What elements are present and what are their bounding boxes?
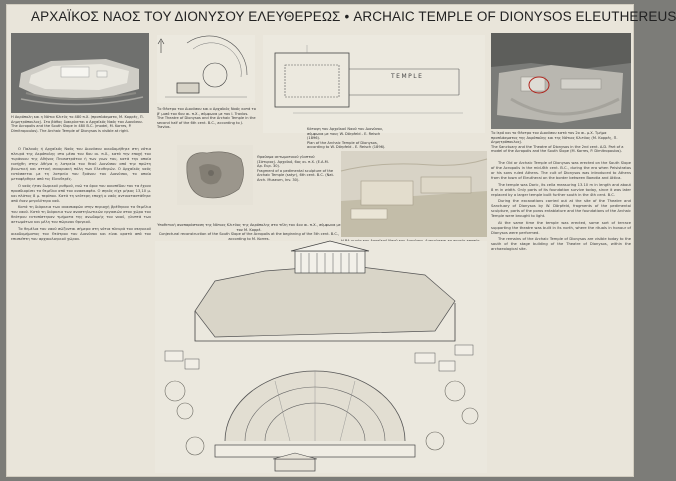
greek-paragraph: Κατά τη διάρκεια των ανασκαφών στην περιοχή βρέθηκαν τα θεμέλια του ναού. Κατά τη διάρκεια των αναστηλωτικών εργασιών στον χώρο του θεάτρου εντοπίστηκαν τμήματα της ανωδομής του ναού, γλυπτά των αετωμάτων και μέλη του πώρινου θριγκού. bbox=[11, 205, 151, 225]
recon-caption-gr: Υποθετική αναπαράσταση της Νότιας Κλιτύος της Ακρόπολης στα τέλη του 4ου αι. π.Χ., σύμφωνα με τον Μ. Κορρέ. bbox=[157, 223, 341, 232]
recon-caption-en: Conjectural reconstruction of the South Slope of the Acropolis at the beginning of the 5th cent. B.C., according to M. Korres. bbox=[158, 232, 340, 241]
plan2-caption-gr: Κάτοψη του Αρχαϊκού Ναού του Διονύσου, σύμφωνα με τους W. Dörpfeld - E. Reisch (1896). bbox=[307, 127, 384, 141]
english-paragraph: During the excavations carried out at the site of the Theatre and Sanctuary of Dionysos by W. Dörpfeld, fragments of the pedimental sculpture, parts of the poros entablature and the foundations of the Archaic Temple were brought to light. bbox=[491, 199, 631, 219]
english-text-column bbox=[491, 161, 631, 473]
english-paragraph: At the same time the temple was erected, some sort of terrace supporting the theatre was built in its north, where the rituals in honour of Dionysos were performed. bbox=[491, 220, 631, 235]
sanctuary-model-caption bbox=[491, 131, 631, 157]
acropolis-model-photo bbox=[11, 33, 149, 113]
plan2-caption-en: Plan of the Archaic Temple of Dionysos, according to W. Dörpfeld - E. Reisch (1896). bbox=[307, 140, 386, 150]
information-board bbox=[6, 4, 676, 477]
temple-plan-caption bbox=[307, 127, 387, 149]
plan1-caption-en: The Theatre of Dionysos and the Archaic Temple in the second half of the 6th cent. B.C., according to J. Travlos. bbox=[157, 116, 256, 130]
theatre-plan-caption bbox=[157, 107, 257, 130]
temple-ruins-photo bbox=[341, 151, 487, 237]
title-greek: ΑΡΧΑΪΚΟΣ ΝΑΟΣ ΤΟΥ ΔΙΟΝΥΣΟΥ ΕΛΕΥΘΕΡΕΩΣ bbox=[31, 9, 341, 24]
greek-paragraph: Ο Παλαιός ή Αρχαϊκός Ναός του Διονύσου οικοδομήθηκε στη νότια πλευρά της Ακρόπολης στο μέσο του 6ου αι. π.Χ., κατά την εποχή του τυράννου της Αθήνας Πεισιστράτου ή των γιων του, κατά την οποία εισήχθη στην Αθήνα η λατρεία του θεού Διονύσου από την πρώτη βοιωτική και αττική συνοριακή πόλη των Ελευθερών. Ο Αρχαϊκός ναός εντάσσεται με τη λατρεία του ξοάνου του Διονύσου, το οποίο μεταφέρθηκε από τις Ελευθερές. bbox=[11, 147, 151, 181]
greek-paragraph: Ο ναός ήταν δωρικού ρυθμού, ενώ τα όρια του οικοπέδου του τα έχουν προσδιορίσει τα θεμέλια από τον ανασκαφέα. Ο σηκός είχε μήκος 13,10 μ. και πλάτος 8 μ. περίπου. Κατά τη νεότερη εποχή ο ναός αντικαταστάθηκε από έναν μεγαλύτερο ναό. bbox=[11, 183, 151, 203]
title-separator: • bbox=[344, 9, 350, 24]
rightmodel-caption-en: The Sanctuary and the Theatre of Dionysos in the 2nd cent. A.D. Part of a model of the Acropolis and the South Slope (M. Korres, P. Dimitropoulos). bbox=[491, 144, 624, 154]
fragment-caption-en: Fragment of a pedimental sculpture of the Archaic Temple (satyr), 6th cent. B.C. (Nat. Arch. Museum, Inv. 30). bbox=[257, 168, 335, 182]
temple-plan-label: TEMPLE bbox=[391, 73, 424, 80]
sculpture-fragment-photo bbox=[177, 145, 253, 205]
fragment-caption-gr: Θραύσμα αετωματικού γλυπτού (Σάτυρος). Αρχαϊκό, 6ος αι. π.Χ. (Ε.Α.Μ. Αρ. Ευρ. 30). bbox=[257, 155, 329, 169]
board-title bbox=[31, 9, 676, 24]
temple-plan-drawing bbox=[263, 35, 485, 133]
title-english: ARCHAIC TEMPLE OF DIONYSOS ELEUTHEREUS bbox=[353, 9, 676, 24]
plan1-caption-gr: Το Θέατρο του Διονύσου και ο Αρχαϊκός Ναός κατά το β' μισό του 6ου αι. π.Χ., σύμφωνα με τον I. Travlos. bbox=[157, 107, 256, 116]
model-caption-en: The Acropolis and the South Slope in 480 B.C. (model, M. Korres, P. Dimitropoulos). The Archaic Temple of Dionysos is visible at right. bbox=[11, 124, 132, 133]
english-paragraph: The Old or Archaic Temple of Dionysos was erected on the South Slope of the Acropolis in the mid-6th cent. B.C., during the era when Peisistratos or his sons ruled Athens. The cult of Dionysos was introduced to Athens from the town of Eleutherai on the border between Boeotia and Attica. bbox=[491, 161, 631, 180]
english-paragraph: The remains of the Archaic Temple of Dionysos are visible today to the south of the stage building of the Theatre of Dionysos, within the archaeological site. bbox=[491, 237, 631, 252]
reconstruction-caption bbox=[157, 223, 341, 241]
theatre-plan-drawing bbox=[157, 35, 255, 103]
greek-paragraph: Τα θεμέλια του ναού σώζονται σήμερα στη νότια πλευρά του σκηνικού οικοδομήματος του Θεάτρου του Διονύσου και είναι ορατά από τον επισκέπτη του αρχαιολογικού χώρου. bbox=[11, 226, 151, 241]
english-paragraph: The temple was Doric, its cella measuring 13.10 m in length and about 8 m in width. Only parts of its foundation survive today, since it was later replaced by a larger temple built further south in the 4th cent. B.C. bbox=[491, 182, 631, 197]
model-caption-gr: Η Ακρόπολη και η Νότια Κλιτύς το 480 π.Χ. (προπλάσματα, Μ. Κορρές, Π. Δημητρόπουλος). Στο βάθος διακρίνεται ο Αρχαϊκός Ναός του Διονύσου. bbox=[11, 115, 144, 124]
south-slope-reconstruction-drawing bbox=[155, 241, 487, 473]
sanctuary-model-photo bbox=[491, 33, 631, 129]
fragment-caption bbox=[257, 155, 335, 203]
model-caption bbox=[11, 115, 149, 141]
greek-text-column bbox=[11, 147, 151, 473]
rightmodel-caption-gr: Το Ιερό και το Θέατρο του Διονύσου κατά τον 2ο αι. μ.Χ. Τμήμα προπλάσματος της Ακρόπολης και της Νότιας Κλιτύος (Μ. Κορρές, Π. Δημητρόπουλος). bbox=[491, 131, 618, 145]
